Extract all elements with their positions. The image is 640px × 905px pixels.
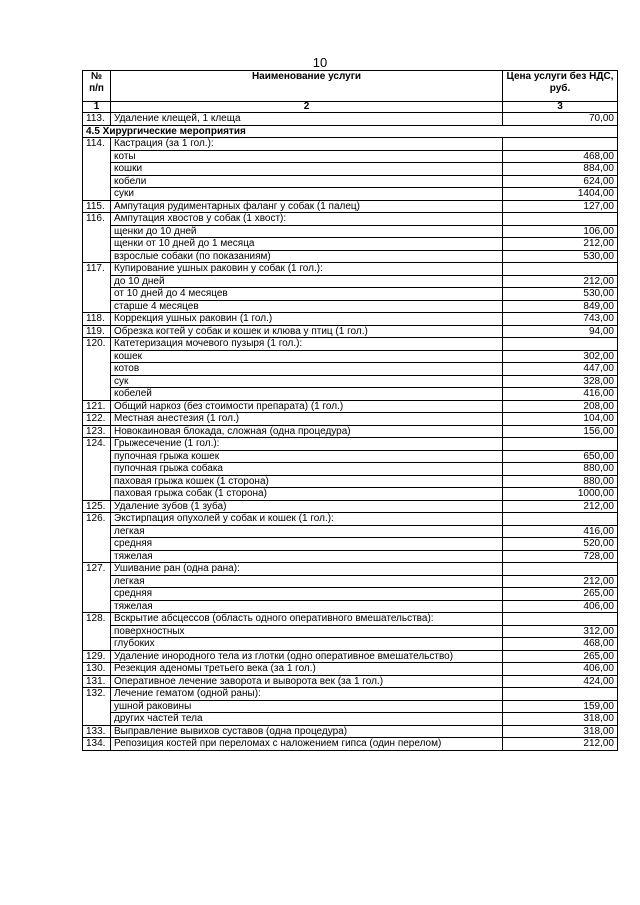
sub-row <box>83 525 618 538</box>
table-header-row <box>83 71 618 102</box>
row-number: 134. <box>83 738 111 751</box>
sub-item-price: 880,00 <box>503 475 618 488</box>
row-number: 122. <box>83 413 111 426</box>
sub-row <box>83 588 618 601</box>
table-row <box>83 438 618 451</box>
service-name: Катетеризация мочевого пузыря (1 гол.): <box>111 338 503 351</box>
service-price: 212,00 <box>503 738 618 751</box>
row-number: 120. <box>83 338 111 401</box>
service-price <box>503 613 618 626</box>
service-name: Репозиция костей при переломах с наложением гипса (один перелом) <box>111 738 503 751</box>
service-name: Коррекция ушных раковин (1 гол.) <box>111 313 503 326</box>
section-title: 4.5 Хирургические мероприятия <box>83 125 618 138</box>
sub-item-price: 468,00 <box>503 150 618 163</box>
service-name: Купирование ушных раковин у собак (1 гол.): <box>111 263 503 276</box>
sub-item-name: ушной раковины <box>111 700 503 713</box>
sub-row <box>83 713 618 726</box>
service-name: Кастрация (за 1 гол.): <box>111 138 503 151</box>
column-numbers-row <box>83 102 618 113</box>
service-price <box>503 438 618 451</box>
sub-item-price: 880,00 <box>503 463 618 476</box>
sub-item-name: глубоких <box>111 638 503 651</box>
sub-item-name: кобелей <box>111 388 503 401</box>
sub-item-price: 212,00 <box>503 275 618 288</box>
sub-item-name: от 10 дней до 4 месяцев <box>111 288 503 301</box>
service-price <box>503 513 618 526</box>
sub-item-name: кошки <box>111 163 503 176</box>
row-number: 129. <box>83 650 111 663</box>
row-number: 126. <box>83 513 111 563</box>
table-row <box>83 613 618 626</box>
column-number-1: 1 <box>83 102 111 113</box>
service-price <box>503 338 618 351</box>
sub-item-name: суки <box>111 188 503 201</box>
service-name: Ампутация рудиментарных фаланг у собак (1 палец) <box>111 200 503 213</box>
table-row <box>83 338 618 351</box>
sub-row <box>83 350 618 363</box>
sub-item-price: 106,00 <box>503 225 618 238</box>
sub-row <box>83 238 618 251</box>
service-name: Грыжесечение (1 гол.): <box>111 438 503 451</box>
sub-row <box>83 300 618 313</box>
service-name: Удаление клещей, 1 клеща <box>111 113 503 126</box>
table-row <box>83 688 618 701</box>
sub-item-name: тяжелая <box>111 550 503 563</box>
row-number: 116. <box>83 213 111 263</box>
service-price <box>503 688 618 701</box>
sub-item-price: 212,00 <box>503 238 618 251</box>
sub-item-price: 530,00 <box>503 288 618 301</box>
row-number: 121. <box>83 400 111 413</box>
sub-row <box>83 538 618 551</box>
sub-item-name: пупочная грыжа кошек <box>111 450 503 463</box>
service-price: 208,00 <box>503 400 618 413</box>
service-price: 94,00 <box>503 325 618 338</box>
header-price: Цена услуги без НДС, руб. <box>503 71 618 102</box>
service-price: 406,00 <box>503 663 618 676</box>
sub-item-name: легкая <box>111 575 503 588</box>
row-number: 131. <box>83 675 111 688</box>
sub-item-price: 650,00 <box>503 450 618 463</box>
sub-item-name: коты <box>111 150 503 163</box>
sub-row <box>83 463 618 476</box>
sub-row <box>83 475 618 488</box>
service-name: Вскрытие абсцессов (область одного оперативного вмешательства): <box>111 613 503 626</box>
sub-row <box>83 188 618 201</box>
sub-item-name: щенки до 10 дней <box>111 225 503 238</box>
sub-row <box>83 363 618 376</box>
sub-row <box>83 175 618 188</box>
sub-row <box>83 450 618 463</box>
sub-item-name: котов <box>111 363 503 376</box>
sub-row <box>83 225 618 238</box>
sub-item-price: 416,00 <box>503 388 618 401</box>
service-name: Новокаиновая блокада, сложная (одна процедура) <box>111 425 503 438</box>
service-price: 743,00 <box>503 313 618 326</box>
sub-row <box>83 275 618 288</box>
header-service-name: Наименование услуги <box>111 71 503 102</box>
row-number: 132. <box>83 688 111 726</box>
table-row <box>83 138 618 151</box>
table-row <box>83 650 618 663</box>
service-price <box>503 138 618 151</box>
row-number: 125. <box>83 500 111 513</box>
service-price: 70,00 <box>503 113 618 126</box>
sub-row <box>83 375 618 388</box>
section-row <box>83 125 618 138</box>
sub-item-name: легкая <box>111 525 503 538</box>
row-number: 118. <box>83 313 111 326</box>
service-price <box>503 263 618 276</box>
table-row <box>83 500 618 513</box>
sub-item-price: 468,00 <box>503 638 618 651</box>
service-name: Удаление инородного тела из глотки (одно оперативное вмешательство) <box>111 650 503 663</box>
service-price <box>503 213 618 226</box>
service-price: 318,00 <box>503 725 618 738</box>
sub-item-price: 312,00 <box>503 625 618 638</box>
sub-item-price: 624,00 <box>503 175 618 188</box>
sub-item-price: 265,00 <box>503 588 618 601</box>
sub-item-price: 159,00 <box>503 700 618 713</box>
sub-row <box>83 700 618 713</box>
column-number-3: 3 <box>503 102 618 113</box>
table-row <box>83 663 618 676</box>
service-name: Лечение гематом (одной раны): <box>111 688 503 701</box>
row-number: 115. <box>83 200 111 213</box>
service-name: Экстирпация опухолей у собак и кошек (1 гол.): <box>111 513 503 526</box>
sub-item-name: до 10 дней <box>111 275 503 288</box>
row-number: 117. <box>83 263 111 313</box>
sub-item-name: паховая грыжа собак (1 сторона) <box>111 488 503 501</box>
sub-item-price: 406,00 <box>503 600 618 613</box>
sub-item-name: старше 4 месяцев <box>111 300 503 313</box>
service-price: 424,00 <box>503 675 618 688</box>
table-row <box>83 200 618 213</box>
row-number: 128. <box>83 613 111 651</box>
page-number: 10 <box>312 55 328 70</box>
sub-item-name: кошек <box>111 350 503 363</box>
service-name: Оперативное лечение заворота и выворота век (за 1 гол.) <box>111 675 503 688</box>
sub-item-name: щенки от 10 дней до 1 месяца <box>111 238 503 251</box>
row-number: 133. <box>83 725 111 738</box>
sub-row <box>83 250 618 263</box>
sub-item-name: паховая грыжа кошек (1 сторона) <box>111 475 503 488</box>
sub-item-price: 212,00 <box>503 575 618 588</box>
service-name: Ампутация хвостов у собак (1 хвост): <box>111 213 503 226</box>
service-price: 127,00 <box>503 200 618 213</box>
sub-item-price: 849,00 <box>503 300 618 313</box>
table-row <box>83 725 618 738</box>
sub-row <box>83 488 618 501</box>
sub-item-price: 530,00 <box>503 250 618 263</box>
sub-item-price: 1000,00 <box>503 488 618 501</box>
sub-item-price: 1404,00 <box>503 188 618 201</box>
row-number: 114. <box>83 138 111 201</box>
sub-row <box>83 288 618 301</box>
sub-item-name: сук <box>111 375 503 388</box>
table-row <box>83 513 618 526</box>
sub-row <box>83 600 618 613</box>
table-row <box>83 263 618 276</box>
column-number-2: 2 <box>111 102 503 113</box>
service-price: 104,00 <box>503 413 618 426</box>
sub-item-name: пупочная грыжа собака <box>111 463 503 476</box>
sub-row <box>83 575 618 588</box>
sub-item-name: взрослые собаки (по показаниям) <box>111 250 503 263</box>
row-number: 130. <box>83 663 111 676</box>
service-name: Выправление вывихов суставов (одна процедура) <box>111 725 503 738</box>
service-price <box>503 563 618 576</box>
service-name: Резекция аденомы третьего века (за 1 гол.) <box>111 663 503 676</box>
sub-item-name: тяжелая <box>111 600 503 613</box>
service-name: Общий наркоз (без стоимости препарата) (1 гол.) <box>111 400 503 413</box>
table-row <box>83 675 618 688</box>
service-name: Обрезка когтей у собак и кошек и клюва у птиц (1 гол.) <box>111 325 503 338</box>
row-number: 123. <box>83 425 111 438</box>
sub-item-price: 302,00 <box>503 350 618 363</box>
sub-row <box>83 388 618 401</box>
table-row <box>83 313 618 326</box>
sub-item-name: кобели <box>111 175 503 188</box>
row-number: 113. <box>83 113 111 126</box>
sub-row <box>83 550 618 563</box>
table-row <box>83 563 618 576</box>
table-row <box>83 113 618 126</box>
service-price: 265,00 <box>503 650 618 663</box>
row-number: 119. <box>83 325 111 338</box>
table-row <box>83 413 618 426</box>
sub-item-name: средняя <box>111 538 503 551</box>
sub-row <box>83 625 618 638</box>
sub-row <box>83 163 618 176</box>
row-number: 124. <box>83 438 111 501</box>
sub-item-name: других частей тела <box>111 713 503 726</box>
table-row <box>83 213 618 226</box>
sub-item-price: 884,00 <box>503 163 618 176</box>
sub-item-price: 447,00 <box>503 363 618 376</box>
row-number: 127. <box>83 563 111 613</box>
service-price: 212,00 <box>503 500 618 513</box>
sub-item-price: 318,00 <box>503 713 618 726</box>
sub-item-price: 416,00 <box>503 525 618 538</box>
table-row <box>83 425 618 438</box>
service-name: Местная анестезия (1 гол.) <box>111 413 503 426</box>
service-name: Ушивание ран (одна рана): <box>111 563 503 576</box>
price-table <box>82 70 618 751</box>
service-price: 156,00 <box>503 425 618 438</box>
service-name: Удаление зубов (1 зуба) <box>111 500 503 513</box>
table-row <box>83 738 618 751</box>
sub-row <box>83 638 618 651</box>
header-number: № п/п <box>83 71 111 102</box>
table-row <box>83 400 618 413</box>
sub-item-name: средняя <box>111 588 503 601</box>
sub-item-price: 328,00 <box>503 375 618 388</box>
table-row <box>83 325 618 338</box>
table-body <box>83 113 618 751</box>
sub-item-name: поверхностных <box>111 625 503 638</box>
sub-item-price: 520,00 <box>503 538 618 551</box>
sub-row <box>83 150 618 163</box>
sub-item-price: 728,00 <box>503 550 618 563</box>
